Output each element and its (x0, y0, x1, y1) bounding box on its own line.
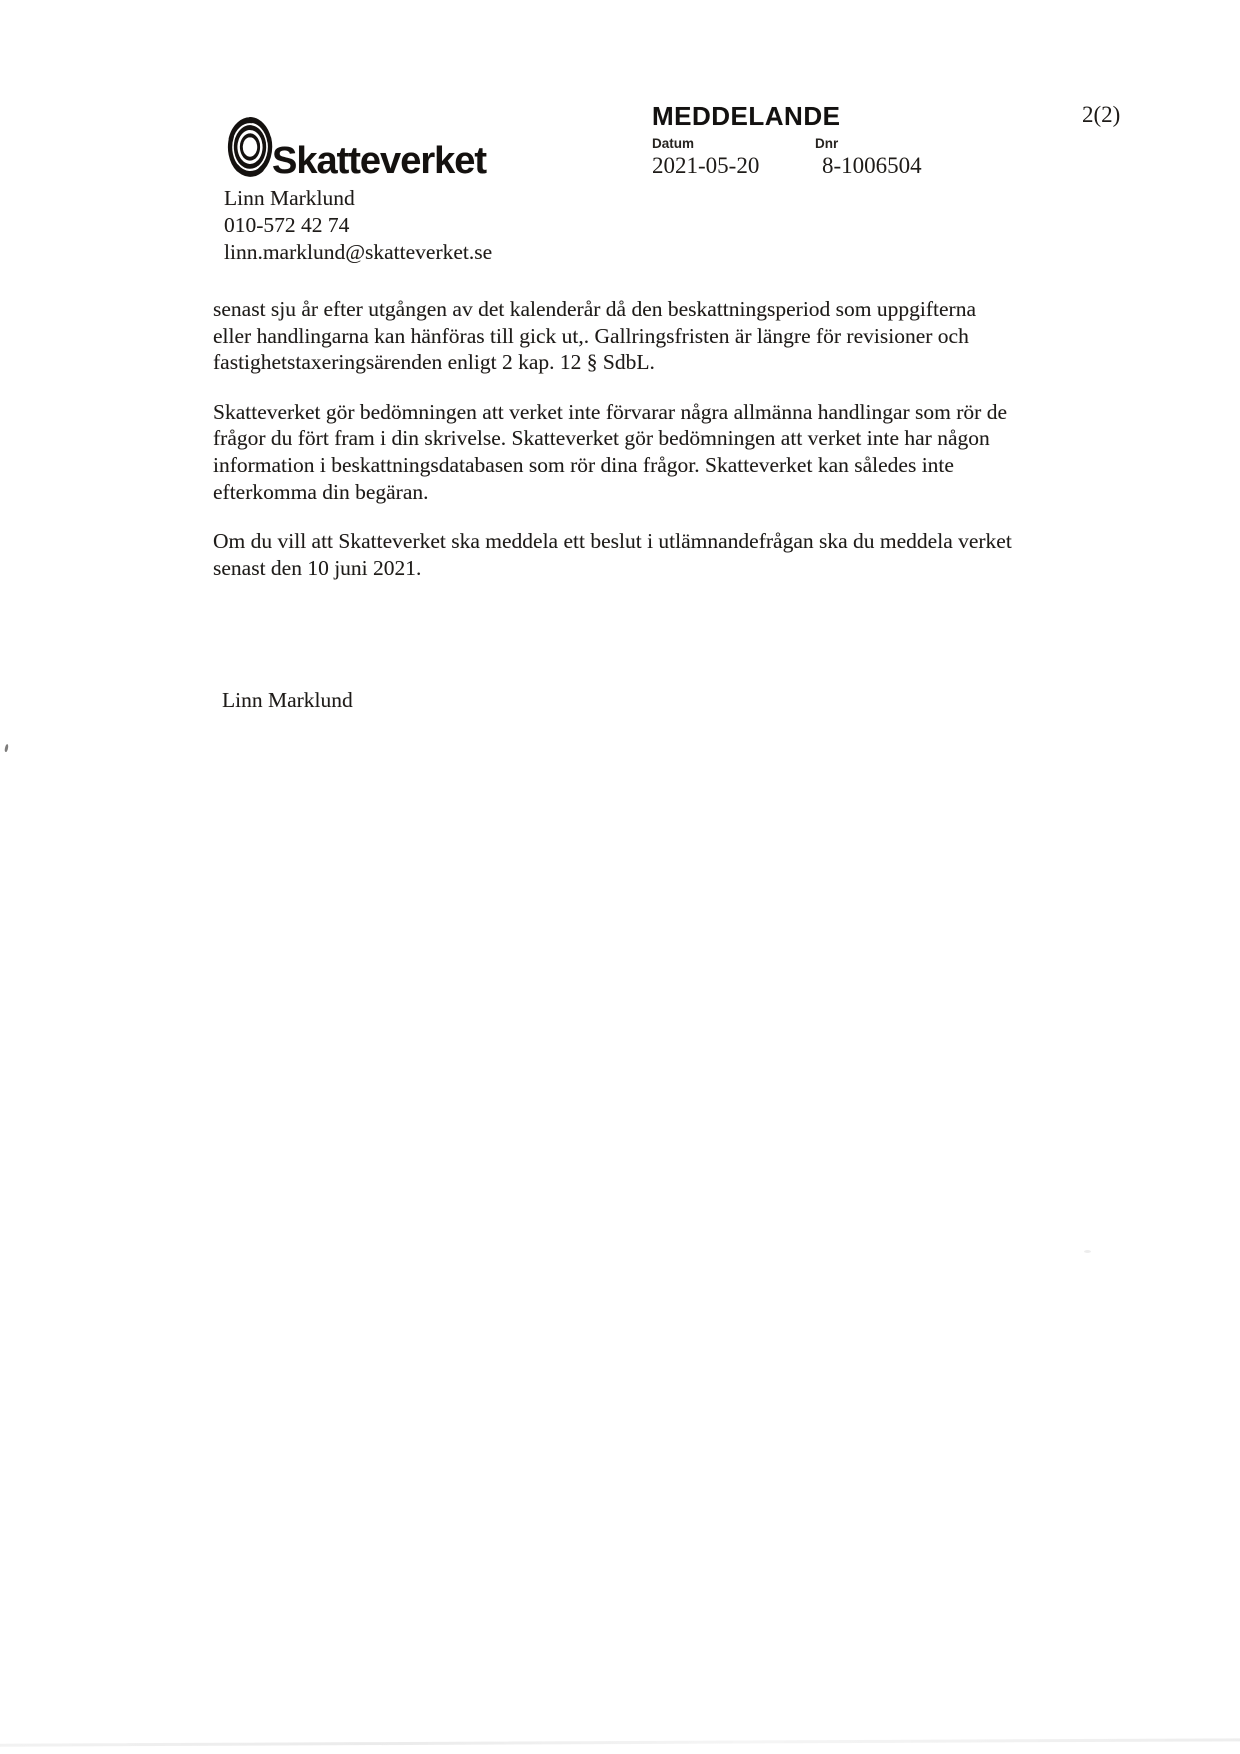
body-line: Om du vill att Skatteverket ska meddela ett beslut i utlämnandefrågan ska du meddela verket (213, 529, 1012, 554)
contact-email: linn.marklund@skatteverket.se (224, 240, 493, 264)
letter-body (213, 296, 1093, 604)
body-line: frågor du fört fram i din skrivelse. Skatteverket gör bedömningen att verket inte har någon (213, 426, 990, 451)
paragraph (213, 296, 1093, 376)
doc-type-title: MEDDELANDE (652, 101, 841, 131)
paragraph (213, 399, 1093, 505)
scan-speck-right (1084, 1250, 1091, 1253)
dnr-label: Dnr (815, 136, 839, 151)
scan-speck-left (4, 744, 9, 752)
page-number: 2(2) (1082, 102, 1121, 127)
scan-line-artifact (0, 1738, 1240, 1747)
datum-value: 2021-05-20 (652, 153, 760, 178)
body-line: fastighetstaxeringsärenden enligt 2 kap. 12 § SdbL. (213, 350, 655, 375)
paragraph (213, 528, 1093, 581)
body-line: Skatteverket gör bedömningen att verket inte förvarar några allmänna handlingar som rör de (213, 399, 1008, 424)
body-line: eller handlingarna kan hänföras till gick ut,. Gallringsfristen är längre för revisioner och (213, 323, 969, 348)
body-line: senast sju år efter utgången av det kalenderår då den beskattningsperiod som uppgifterna (213, 297, 976, 321)
dnr-value: 8-1006504 (822, 153, 922, 178)
body-line: information i beskattningsdatabasen som rör dina frågor. Skatteverket kan således inte (213, 452, 954, 477)
body-line: senast den 10 juni 2021. (213, 555, 422, 580)
datum-label: Datum (652, 136, 695, 151)
signature-name: Linn Marklund (222, 688, 353, 712)
body-line: efterkomma din begäran. (213, 479, 429, 504)
contact-block (224, 185, 492, 266)
skatteverket-swirl-icon (227, 116, 273, 178)
contact-name: Linn Marklund (224, 186, 355, 210)
contact-phone: 010-572 42 74 (224, 213, 350, 237)
logo-wordmark: Skatteverket (272, 140, 487, 182)
